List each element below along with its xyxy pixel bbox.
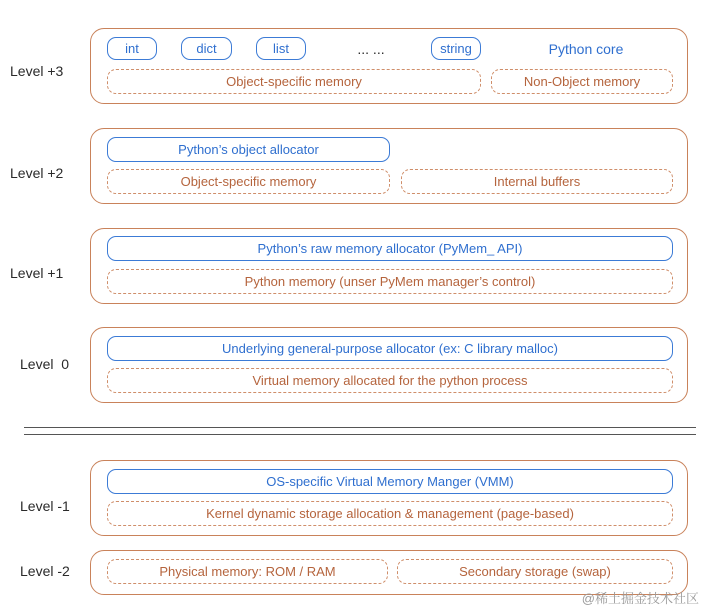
object-allocator-box: Python’s object allocator <box>107 137 390 162</box>
watermark-text: @稀土掘金技术社区 <box>581 591 699 606</box>
vmm-box: OS-specific Virtual Memory Manger (VMM) <box>107 469 673 494</box>
level-0-panel <box>90 327 688 403</box>
virtual-memory-box: Virtual memory allocated for the python process <box>107 368 673 393</box>
level-label-plus3: Level +3 <box>10 63 64 79</box>
python-memory-box: Python memory (unser PyMem manager’s control) <box>107 269 673 294</box>
level-label-minus2: Level -2 <box>20 563 70 579</box>
secondary-storage-box: Secondary storage (swap) <box>397 559 673 584</box>
object-specific-memory-box: Object-specific memory <box>107 169 390 194</box>
level-plus2-panel <box>90 128 688 204</box>
level-plus1-panel <box>90 228 688 304</box>
kernel-storage-box: Kernel dynamic storage allocation & management (page-based) <box>107 501 673 526</box>
type-box-string: string <box>431 37 481 60</box>
general-purpose-allocator-box: Underlying general-purpose allocator (ex: C library malloc) <box>107 336 673 361</box>
level-label-plus2: Level +2 <box>10 165 64 181</box>
level-label-plus1: Level +1 <box>10 265 64 281</box>
separator-line-bottom <box>24 434 696 435</box>
type-box-int: int <box>107 37 157 60</box>
type-box-list: list <box>256 37 306 60</box>
raw-memory-allocator-box: Python’s raw memory allocator (PyMem_ API) <box>107 236 673 261</box>
python-core-label: Python core <box>548 40 624 57</box>
type-box-dict: dict <box>181 37 232 60</box>
level-minus1-panel <box>90 460 688 536</box>
internal-buffers-box: Internal buffers <box>401 169 673 194</box>
level-plus3-panel <box>90 28 688 104</box>
level-label-0: Level 0 <box>20 356 70 372</box>
physical-memory-box: Physical memory: ROM / RAM <box>107 559 388 584</box>
level-label-minus1: Level -1 <box>20 498 70 514</box>
non-object-memory-box: Non-Object memory <box>491 69 673 94</box>
separator-line-top <box>24 427 696 428</box>
object-specific-memory-box: Object-specific memory <box>107 69 481 94</box>
type-ellipsis: ... ... <box>357 40 385 57</box>
